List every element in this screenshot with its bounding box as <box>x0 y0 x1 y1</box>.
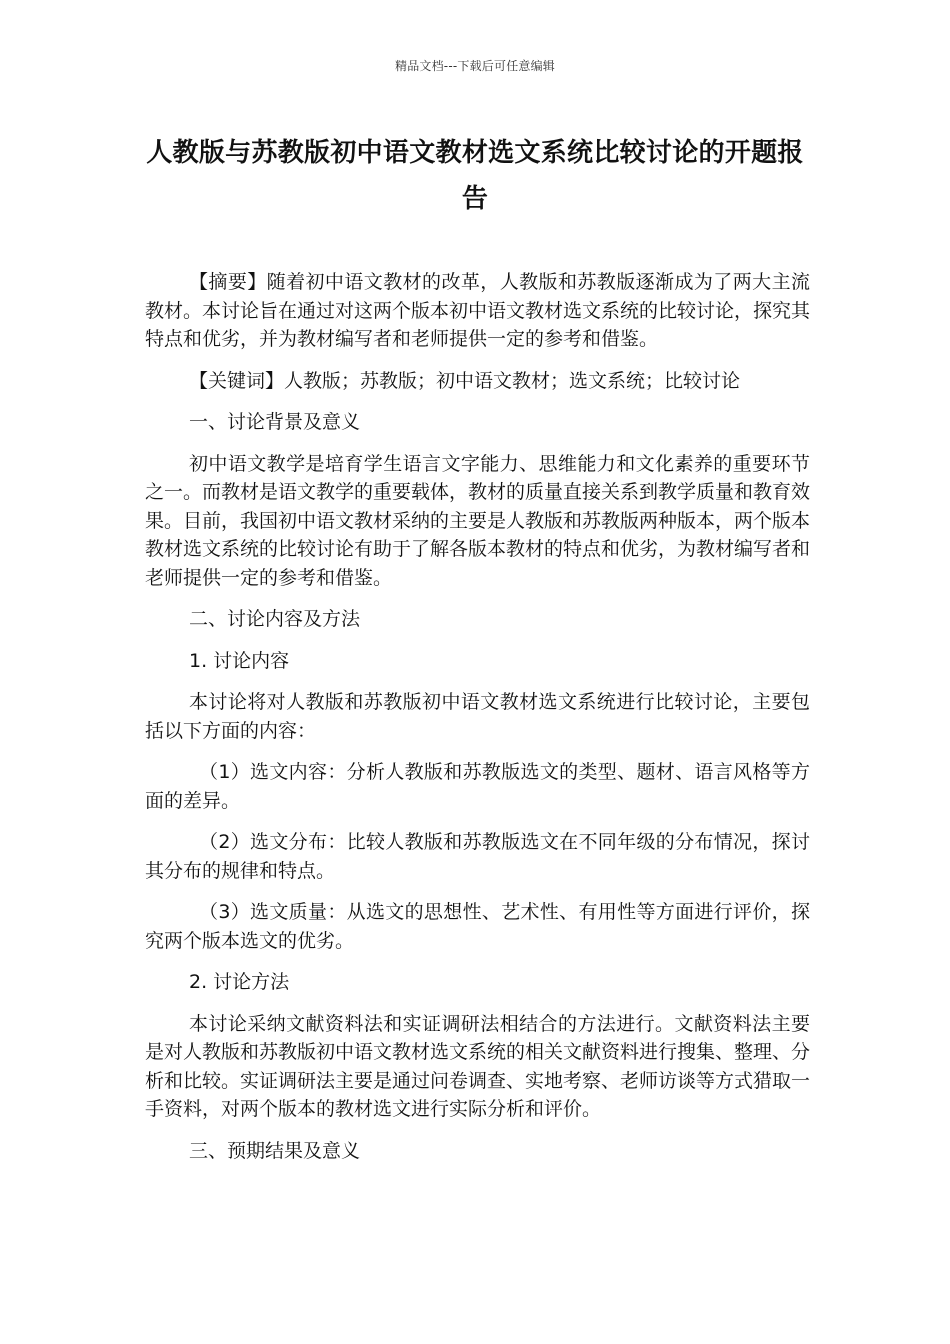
section-heading-1: 一、讨论背景及意义 <box>189 411 361 433</box>
list-item-distribution: （2）选文分布：比较人教版和苏教版选文在不同年级的分布情况，探讨其分布的规律和特点。 <box>145 831 810 882</box>
keywords-paragraph: 【关键词】人教版；苏教版；初中语文教材；选文系统；比较讨论 <box>189 369 741 392</box>
header-note: 精品文档---下载后可任意编辑 <box>395 59 555 73</box>
abstract-paragraph: 【摘要】随着初中语文教材的改革，人教版和苏教版逐渐成为了两大主流教材。本讨论旨在通过对这两个版本初中语文教材选文系统的比较讨论，探究其特点和优劣，并为教材编写者和老师提供一定的参考和借鉴。 <box>145 271 811 350</box>
background-paragraph: 初中语文教学是培育学生语言文字能力、思维能力和文化素养的重要环节之一。而教材是语文教学的重要载体，教材的质量直接关系到教学质量和教育效果。目前，我国初中语文教材采纳的主要是人教版和苏教版两种版本，两个版本教材选文系统的比较讨论有助于了解各版本教材的特点和优劣，为教材编写者和老师提供一定的参考和借鉴。 <box>145 452 811 589</box>
section-heading-3: 三、预期结果及意义 <box>189 1139 361 1162</box>
list-item-content: （1）选文内容：分析人教版和苏教版选文的类型、题材、语言风格等方面的差异。 <box>145 761 810 812</box>
subheading-method: 2. 讨论方法 <box>189 971 290 993</box>
document-body <box>145 268 810 1178</box>
method-paragraph: 本讨论采纳文献资料法和实证调研法相结合的方法进行。文献资料法主要是对人教版和苏教版初中语文教材选文系统的相关文献资料进行搜集、整理、分析和比较。实证调研法主要是通过问卷调查、实地考察、老师访谈等方式猎取一手资料，对两个版本的教材选文进行实际分析和评价。 <box>145 1012 811 1120</box>
document-title: 人教版与苏教版初中语文教材选文系统比较讨论的开题报告 <box>146 138 804 214</box>
content-intro-paragraph: 本讨论将对人教版和苏教版初中语文教材选文系统进行比较讨论，主要包括以下方面的内容： <box>145 691 810 742</box>
list-item-quality: （3）选文质量：从选文的思想性、艺术性、有用性等方面进行评价，探究两个版本选文的优劣。 <box>145 901 810 952</box>
subheading-content: 1. 讨论内容 <box>189 649 290 672</box>
section-heading-2: 二、讨论内容及方法 <box>189 608 361 630</box>
